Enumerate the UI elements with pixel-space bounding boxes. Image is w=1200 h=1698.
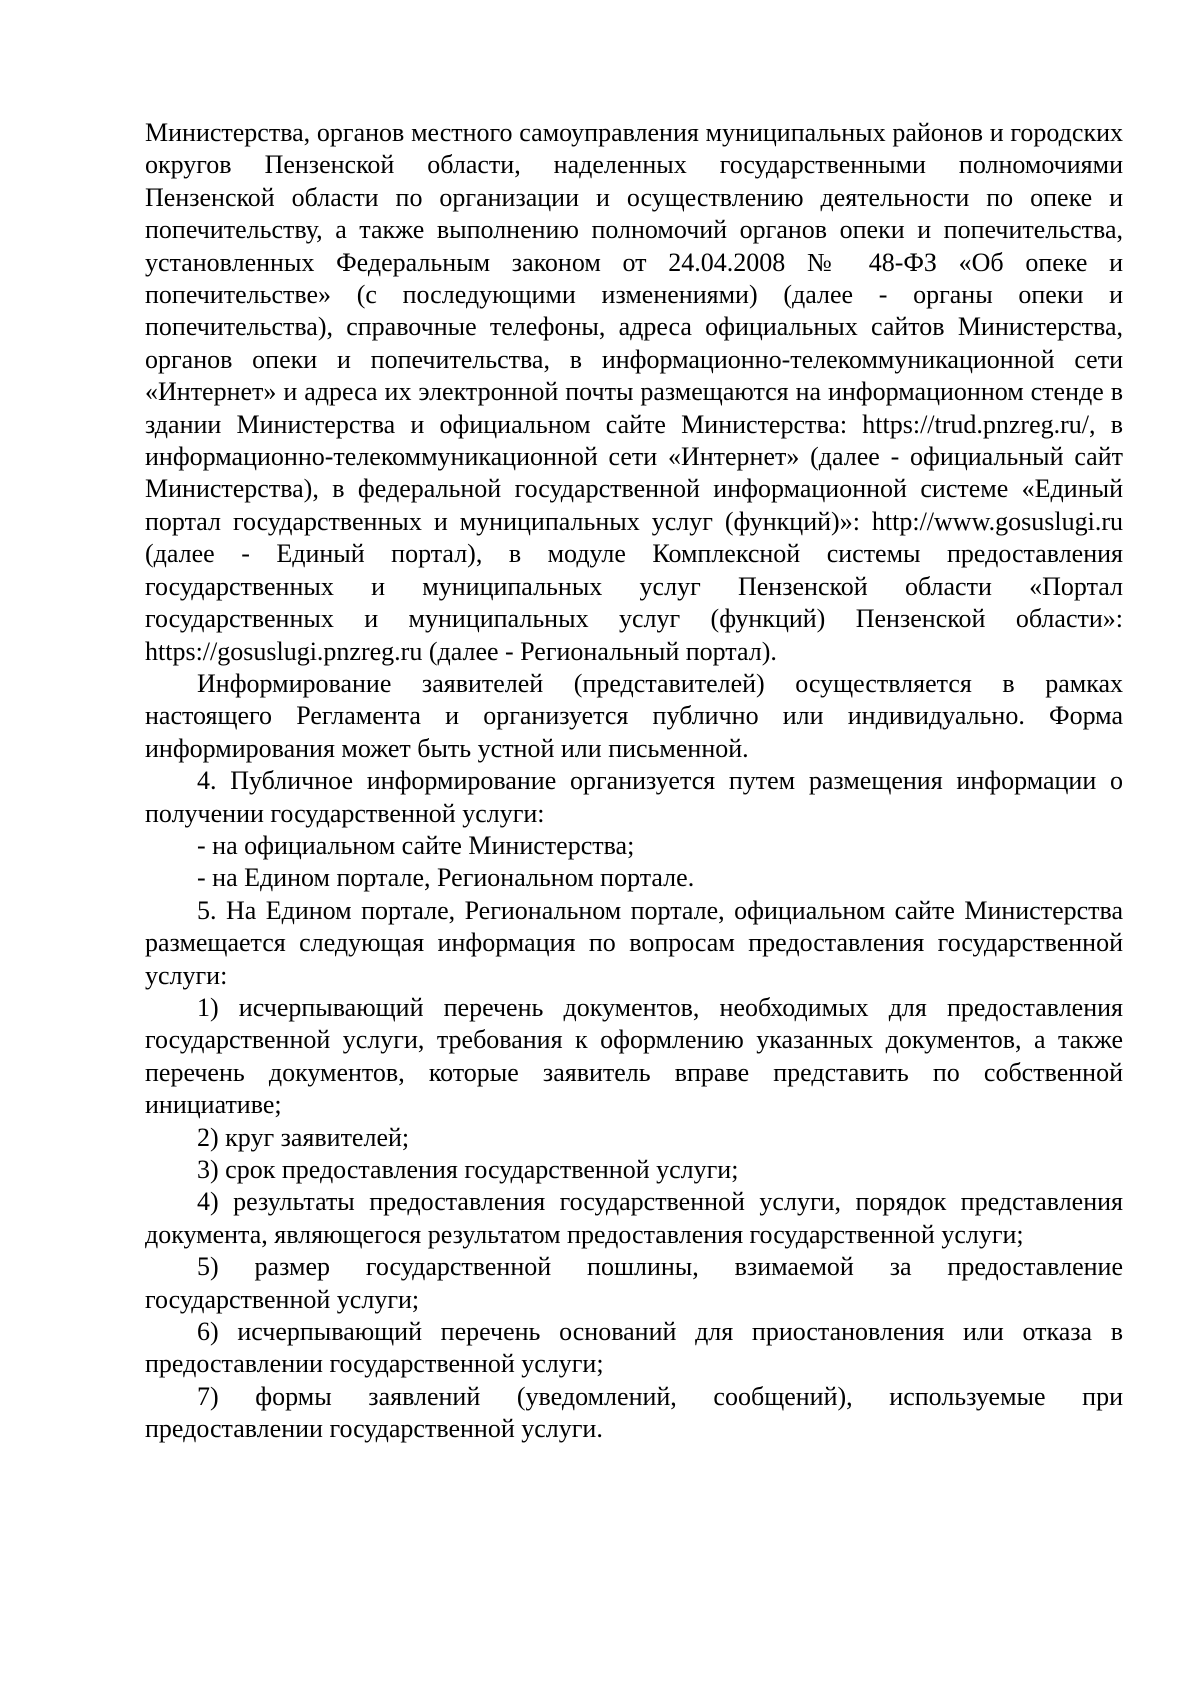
list-item-5-2: 2) круг заявителей; <box>197 1122 410 1152</box>
list-item-5-3: 3) срок предоставления государственной услуги; <box>197 1155 739 1184</box>
paragraph-item-4: 4. Публичное информирование организуется путем размещения информации о получении государственной услуги: <box>145 766 1123 828</box>
list-item-portals: - на Едином портале, Региональном портале. <box>197 863 695 893</box>
list-item-5-5: 5) размер государственной пошлины, взимаемой за предоставление государственной услуги; <box>145 1252 1123 1314</box>
document-page <box>145 117 1123 1446</box>
paragraph-informing: Информирование заявителей (представителей) осуществляется в рамках настоящего Регламента и организуется публично или индивидуально. Форма информирования может быть устной или письменной. <box>145 668 1123 763</box>
list-item-5-7: 7) формы заявлений (уведомлений, сообщений), используемые при предоставлении государственной услуги. <box>145 1381 1123 1444</box>
paragraph-intro: Министерства, органов местного самоуправления муниципальных районов и городских округов Пензенской области, наделенных государственными полномочиями Пензенской области по организации и осуществлению деятельности по опеке и попечительству, а также выполнению полномочий органов опеки и попечительства, установленных Федеральным законом от 24.04.2008 № 48-ФЗ «Об опеке и попечительстве» (с последующими изменениями) (далее - органы опеки и попечительства), справочные телефоны, адреса официальных сайтов Министерства, органов опеки и попечительства, в информационно-телекоммуникационной сети «Интернет» и адреса их электронной почты размещаются на информационном стенде в здании Министерства и официальном сайте Министерства: https://trud.pnzreg.ru/, в информационно-телекоммуникационной сети «Интернет» (далее - официальный сайт Министерства), в федеральной государственной информационной системе «Единый портал государственных и муниципальных услуг (функций)»: http://www.gosuslugi.ru (далее - Единый портал), в модуле Комплексной системы предоставления государственных и муниципальных услуг Пензенской области «Портал государственных и муниципальных услуг (функций) Пензенской области»: https://gosuslugi.pnzreg.ru (далее - Региональный портал). <box>145 118 1123 666</box>
list-item-official-site: - на официальном сайте Министерства; <box>197 830 635 860</box>
list-item-5-4: 4) результаты предоставления государственной услуги, порядок представления документа, являющегося результатом предоставления государственной услуги; <box>145 1187 1123 1249</box>
list-item-5-6: 6) исчерпывающий перечень оснований для приостановления или отказа в предоставлении государственной услуги; <box>145 1317 1123 1379</box>
paragraph-item-5: 5. На Едином портале, Региональном портале, официальном сайте Министерства размещается следующая информация по вопросам предоставления государственной услуги: <box>145 895 1123 990</box>
list-item-5-1: 1) исчерпывающий перечень документов, необходимых для предоставления государственной услуги, требования к оформлению указанных документов, а также перечень документов, которые заявитель вправе представить по собственной инициативе; <box>145 992 1123 1120</box>
